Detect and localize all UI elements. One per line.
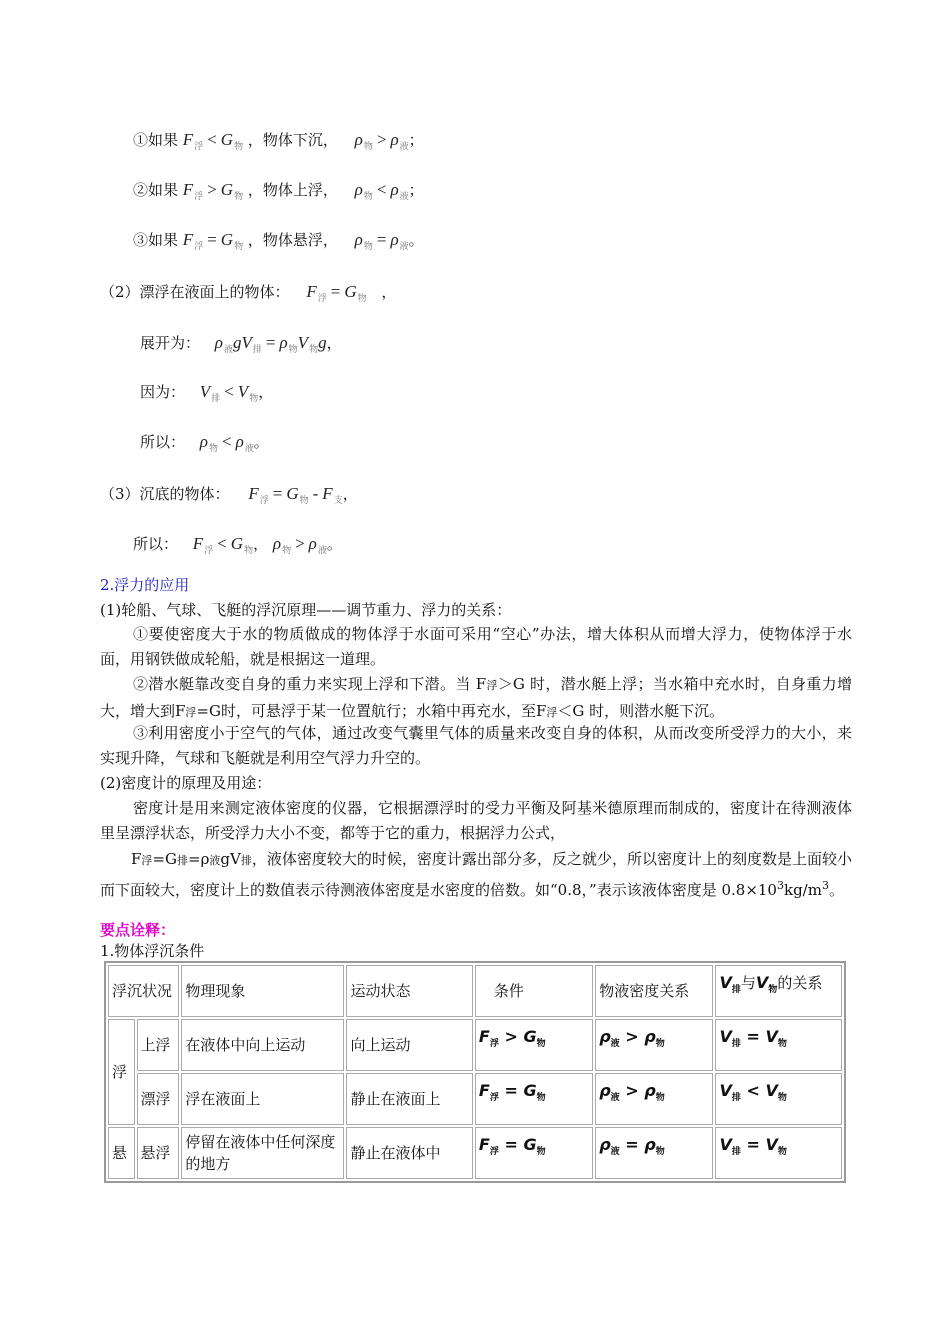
section-heading: 2.浮力的应用 [100,576,190,594]
condition-cell: $F_浮 > G_物$ [475,1019,593,1071]
density-cell: $\rho_液 > \rho_物$ [595,1073,713,1125]
group-label: 浮 [108,1019,135,1125]
condition-result: ，物体悬浮， [247,231,338,249]
force-equation: $F_浮 = G_物$ [182,230,244,251]
floating-conditions-table [104,961,846,1183]
header-cell: 物理现象 [181,965,344,1017]
floating-so: 所以： $\rho_物 < \rho_液$。 [140,432,269,453]
floating-expand: 展开为： $\rho_液gV_排 = \rho_物V_物g$， [140,333,342,354]
volume-cell: $V_排 = V_物$ [715,1127,842,1179]
header-cell: $V_排$与$V_物$的关系 [715,965,842,1017]
key-points-heading: 要点诠释： [100,921,176,939]
motion-cell: 静止在液体中 [346,1127,472,1179]
paragraph: ②潜水艇靠改变自身的重力来实现上浮和下潜。当 F浮＞G 时，潜水艇上浮；当水箱中充水时，自身重力增大，增大到F浮=G时，可悬浮于某一位置航行；水箱中再充水，至F浮＜G 时，则潜水艇下沉。 [100,675,852,720]
status-cell: 上浮 [137,1019,180,1071]
header-cell: 条件 [475,965,593,1017]
density-equation: $\rho_物 = \rho_液$ [354,230,409,251]
group-label: 悬 [108,1127,135,1179]
condition-2: ②如果 $F_浮 > G_物$ ，物体上浮， $\rho_物 < \rho_液$； [133,180,424,201]
subsection-title: (1)轮船、气球、飞艇的浮沉原理——调节重力、浮力的关系： [100,601,512,619]
density-cell: $\rho_液 = \rho_物$ [595,1127,713,1179]
condition-3: ③如果 $F_浮 = G_物$ ，物体悬浮， $\rho_物 = \rho_液$。 [133,230,424,251]
sinking-heading: （3）沉底的物体： $F_浮 = G_物 - F_支$， [100,484,358,505]
condition-cell: $F_浮 = G_物$ [475,1127,593,1179]
motion-cell: 静止在液面上 [346,1073,472,1125]
table-row [108,1073,842,1125]
phenomenon-cell: 浮在液面上 [181,1073,344,1125]
status-cell: 悬浮 [137,1127,180,1179]
table-row [108,1019,842,1071]
condition-result: ，物体下沉， [247,131,338,149]
header-cell: 浮沉状况 [108,965,179,1017]
floating-heading: （2）漂浮在液面上的物体： $F_浮 = G_物$ ， [100,282,397,303]
condition-prefix: ②如果 [133,181,179,199]
condition-1: ①如果 $F_浮 < G_物$ ，物体下沉， $\rho_物 > \rho_液$； [133,130,424,151]
condition-prefix: ③如果 [133,231,179,249]
condition-cell: $F_浮 = G_物$ [475,1073,593,1125]
floating-because: 因为： $V_排 < V_物$， [140,382,274,403]
paragraph: F浮=G排=ρ液gV排，液体密度较大的时候，密度计露出部分多，反之就少，所以密度计上的刻度数是上面较小而下面较大，密度计上的数值表示待测液体密度是水密度的倍数。如“0.8，”表示该液体密度是 $0.8\times 10^3kg/m^3$。 [100,850,853,899]
phenomenon-cell: 在液体中向上运动 [181,1019,344,1071]
volume-cell: $V_排 < V_物$ [715,1073,842,1125]
motion-cell: 向上运动 [346,1019,472,1071]
volume-cell: $V_排 = V_物$ [715,1019,842,1071]
status-cell: 漂浮 [137,1073,180,1125]
paragraph: 密度计是用来测定液体密度的仪器，它根据漂浮时的受力平衡及阿基米德原理而制成的，密度计在待测液体里呈漂浮状态，所受浮力大小不变，都等于它的重力，根据浮力公式， [100,799,852,842]
table-title: 1.物体浮沉条件 [100,942,205,960]
force-inequality: $F_浮 < G_物$ [182,130,244,151]
subsection-title: (2)密度计的原理及用途： [100,774,272,792]
paragraph: ①要使密度大于水的物质做成的物体浮于水面可采用“空心”办法，增大体积从而增大浮力，使物体浮于水面，用钢铁做成轮船，就是根据这一道理。 [100,625,852,668]
phenomenon-cell: 停留在液体中任何深度的地方 [181,1127,344,1179]
density-inequality: $\rho_物 > \rho_液$ [354,130,409,151]
table-row [108,1127,842,1179]
force-inequality: $F_浮 > G_物$ [182,180,244,201]
condition-prefix: ①如果 [133,131,179,149]
header-cell: 运动状态 [346,965,472,1017]
sinking-so: 所以： $F_浮 < G_物$， $\rho_物 > \rho_液$。 [133,534,342,555]
header-cell: 物液密度关系 [595,965,713,1017]
paragraph: ③利用密度小于空气的气体，通过改变气囊里气体的质量来改变自身的体积，从而改变所受浮力的大小，来实现升降，气球和飞艇就是利用空气浮力升空的。 [100,724,852,767]
density-inequality: $\rho_物 < \rho_液$ [354,180,409,201]
condition-result: ，物体上浮， [247,181,338,199]
density-cell: $\rho_液 > \rho_物$ [595,1019,713,1071]
